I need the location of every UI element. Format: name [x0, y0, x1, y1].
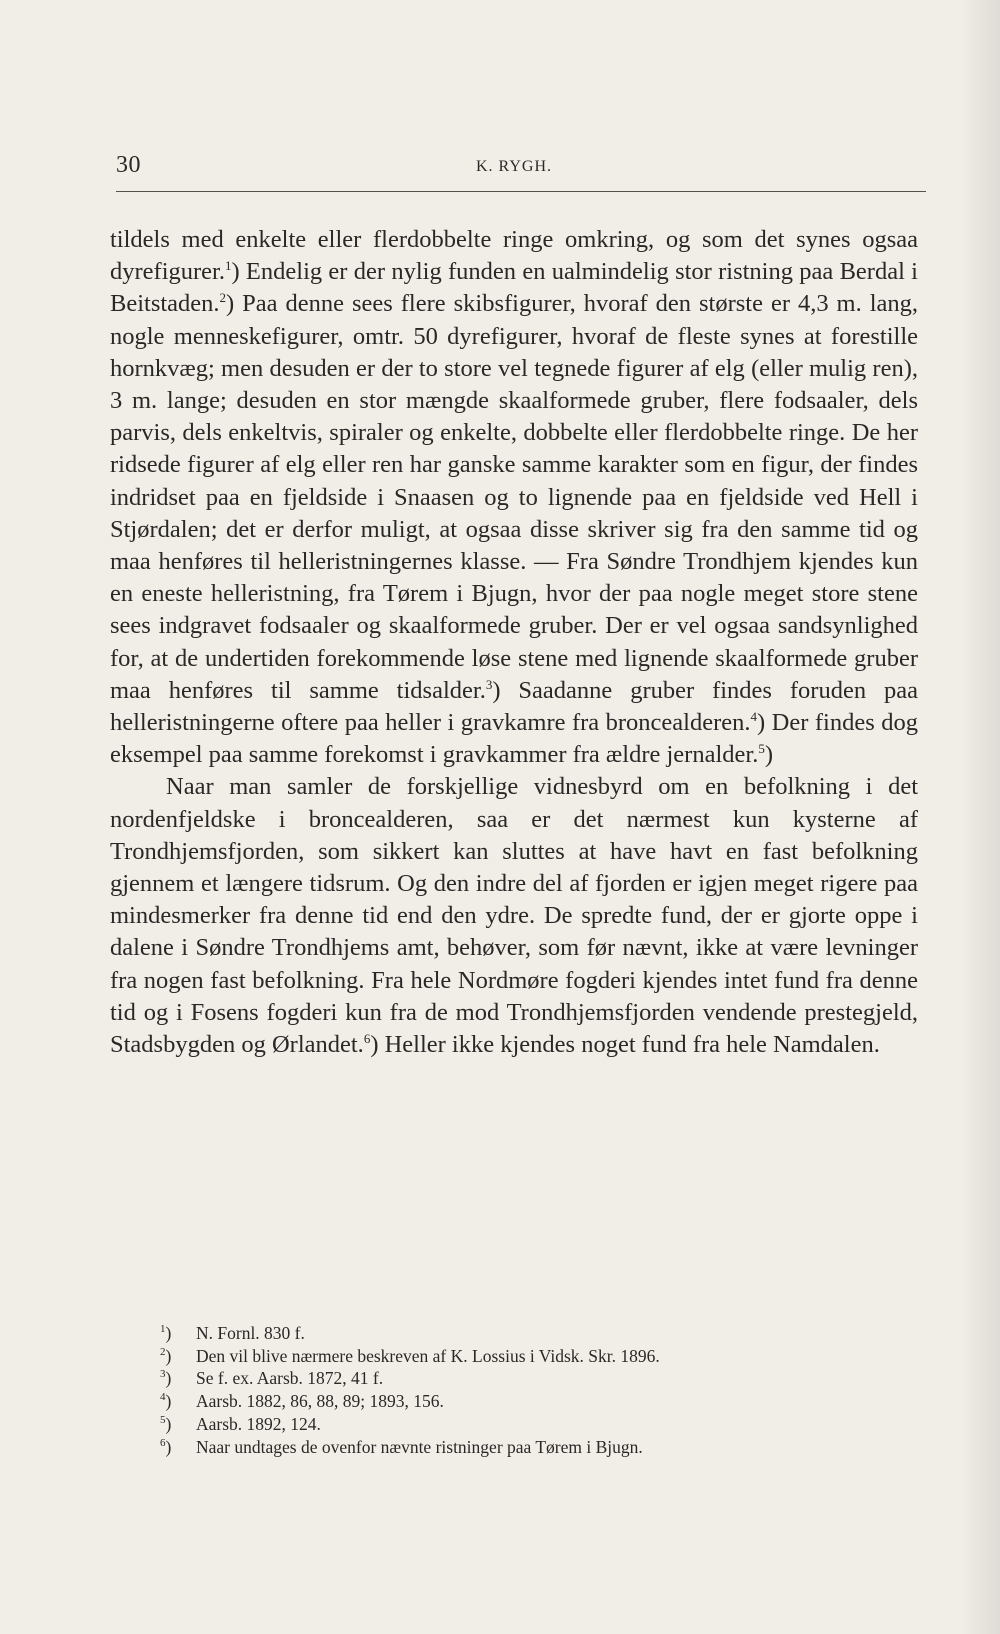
- footnote-mark-number: 3: [160, 1368, 166, 1381]
- page-header: [116, 152, 926, 188]
- header-rule: [116, 191, 926, 192]
- footnote-mark: $^6$): [160, 1436, 172, 1457]
- footnote-ref-3: 3: [485, 676, 493, 692]
- footnote: [160, 1413, 880, 1436]
- footnote-ref-1: 1: [224, 258, 232, 274]
- footnote-mark: $^2$): [160, 1345, 172, 1366]
- footnote-mark: $^5$): [160, 1413, 172, 1434]
- footnote: [160, 1390, 880, 1413]
- footnote-mark-number: 2: [160, 1345, 166, 1358]
- footnote-mark: $^3$): [160, 1368, 172, 1389]
- footnote-mark-number: 6: [160, 1436, 166, 1449]
- paragraph-1: [110, 224, 918, 771]
- paragraph-1-text-a: tildels med enkelte eller flerdobbelte ringe omkring, og som det synes ogsaa dyrefigurer.: [110, 226, 918, 286]
- body-text: [110, 224, 918, 1061]
- paragraph-1-text-b: ) Endelig er der nylig funden en ualmindelig stor ristning paa Berdal i Beitstaden.: [110, 258, 918, 318]
- footnote-mark: $^1$): [160, 1323, 172, 1343]
- footnote-ref-4: 4: [750, 708, 758, 724]
- footnote-mark: $^4$): [160, 1391, 172, 1412]
- paragraph-2: [110, 771, 918, 1061]
- footnotes: [160, 1322, 880, 1458]
- footnote-mark-number: 4: [160, 1391, 166, 1404]
- footnote-text: N. Fornl. 830 f.: [196, 1323, 305, 1343]
- footnote: [160, 1322, 880, 1345]
- footnote: [160, 1436, 880, 1459]
- page-number: 30: [116, 152, 141, 178]
- footnote: [160, 1367, 880, 1390]
- footnote-text: Naar undtages de ovenfor nævnte ristninger paa Tørem i Bjugn.: [196, 1436, 643, 1457]
- running-head: K. RYGH.: [476, 158, 553, 175]
- footnote-mark-number: 5: [160, 1413, 166, 1426]
- footnote-ref-2: 2: [219, 290, 227, 306]
- paragraph-2-text-b: ) Heller ikke kjendes noget fund fra hele Namdalen.: [370, 1031, 880, 1059]
- footnote-text: Den vil blive nærmere beskreven af K. Lossius i Vidsk. Skr. 1896.: [196, 1345, 660, 1366]
- footnote-text: Aarsb. 1892, 124.: [196, 1413, 321, 1434]
- paragraph-2-text-a: Naar man samler de forskjellige vidnesbyrd om en befolkning i det nordenfjeldske i broncealderen, saa er det nærmest kun kysterne af Trondhjemsfjorden, som sikkert kan sluttes at have havt en fast befolkning gjennem et længere tidsrum. Og den indre del af fjorden er igjen meget rigere paa mindesmerker fra denne tid end den ydre. De spredte fund, der er gjorte oppe i dalene i Søndre Trondhjems amt, behøver, som før nævnt, ikke at være levninger fra nogen fast befolkning. Fra hele Nordmøre fogderi kjendes intet fund fra denne tid og i Fosens fogderi kun fra de mod Trondhjemsfjorden vendende prestegjeld, Stadsbygden og Ørlandet.: [110, 773, 918, 1059]
- footnote: [160, 1345, 880, 1368]
- paragraph-1-text-f: ): [764, 741, 773, 769]
- footnote-mark-number: 1: [160, 1323, 166, 1336]
- footnote-ref-5: 5: [758, 741, 765, 757]
- paragraph-1-text-c: ) Paa denne sees flere skibsfigurer, hvoraf den største er 4,3 m. lang, nogle menneskefigurer, omtr. 50 dyrefigurer, hvoraf de fleste synes at forestille hornkvæg; men desuden er der to store vel tegnede figurer af elg (eller mulig ren), 3 m. lange; desuden en stor mængde skaalformede gruber, flere fodsaaler, dels parvis, dels enkeltvis, spiraler og enkelte, dobbelte eller flerdobbelte ringe. De her ridsede figurer af elg eller ren har ganske samme karakter som en figur, der findes indridset paa en fjeldside i Snaasen og to lignende paa en fjeldside ved Hell i Stjørdalen; det er derfor muligt, at ogsaa disse skriver sig fra den samme tid og maa henføres til helleristningernes klasse. — Fra Søndre Trondhjem kjendes kun en eneste helleristning, fra Tørem i Bjugn, hvor der paa nogle meget store stene sees indgravet fodsaaler og skaalformede gruber. Der er vel ogsaa sandsynlighed for, at de undertiden forekommende løse stene med lignende skaalformede gruber maa henføres til samme tidsalder.: [110, 290, 918, 704]
- page-edge-shadow: [960, 0, 1000, 1634]
- paragraph-1-text-d: ) Saadanne gruber findes foruden paa helleristningerne oftere paa heller i gravkamre fra broncealderen.: [110, 676, 919, 737]
- paragraph-1-text-e: ) Der findes dog eksempel paa samme forekomst i gravkammer fra ældre jernalder.: [110, 709, 918, 769]
- footnote-text: Se f. ex. Aarsb. 1872, 41 f.: [196, 1368, 384, 1389]
- footnote-text: Aarsb. 1882, 86, 88, 89; 1893, 156.: [196, 1391, 444, 1412]
- footnote-ref-6: 6: [363, 1030, 371, 1046]
